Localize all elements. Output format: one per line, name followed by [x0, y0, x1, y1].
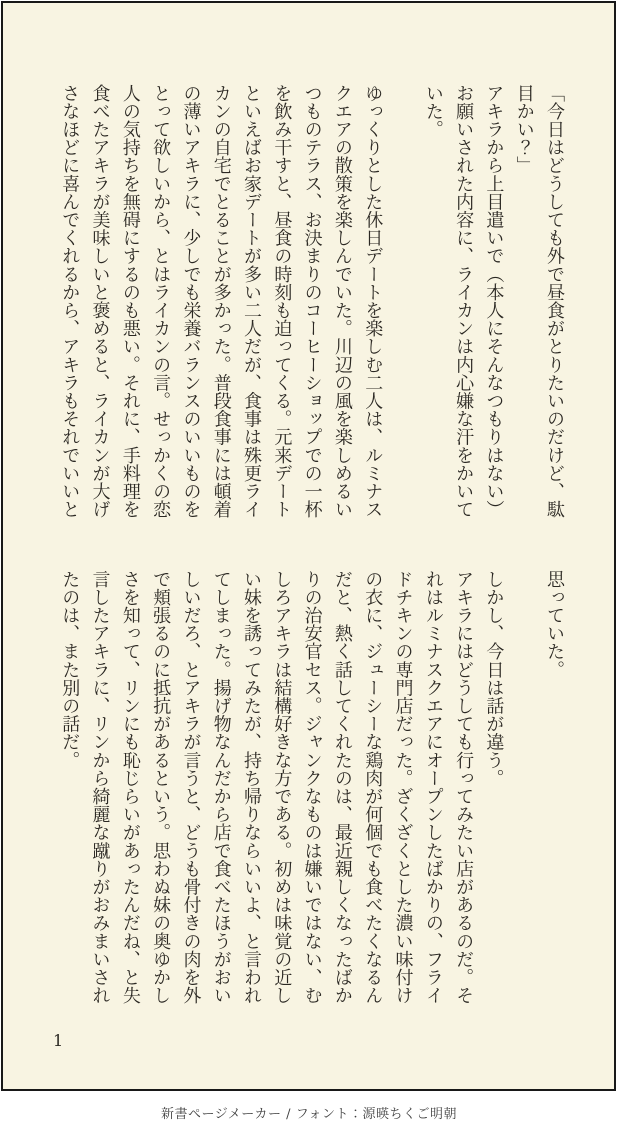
text-line — [508, 570, 538, 1008]
footer-credit-bar — [0, 1093, 618, 1132]
text-line: つものテラス、お決まりのコーヒーショップでの一杯 — [301, 84, 323, 519]
text-line: りの治安官セス。ジャンクなものは嫌いではない、む — [301, 570, 323, 1005]
text-line: 思っていた。 — [544, 570, 565, 679]
text-line: たのは、また別の話だ。 — [59, 570, 81, 770]
text-line: 「今日はどうしても外で昼食がとりたいのだけど、駄 — [544, 84, 565, 519]
text-line: てしまった。揚げ物なんだから店で食べたほうがおい — [210, 570, 232, 1005]
text-line: クエアの散策を楽しんでいた。川辺の風を楽しめるい — [331, 84, 353, 519]
text-line: の衣に、ジューシーな鶏肉が何個でも食べたくなるん — [362, 570, 384, 1005]
page-number: 1 — [53, 1031, 64, 1050]
text-tier-upper — [54, 84, 569, 522]
text-line: ゆっくりとした休日デートを楽しむ二人は、ルミナス — [362, 84, 384, 519]
text-line: アキラにはどうしても行ってみたい店があるのだ。そ — [453, 570, 475, 1005]
text-line: さなほどに喜んでくれるから、アキラもそれでいいと — [59, 84, 81, 519]
text-line: 食べたアキラが美味しいと褒めると、ライカンが大げ — [89, 84, 111, 519]
text-line: カンの自宅でとることが多かった。普段食事には頓着 — [210, 84, 232, 519]
text-line: で頬張るのに抵抗があるという。思わぬ妹の奥ゆかし — [150, 570, 172, 1005]
text-line: れはルミナスクエアにオープンしたばかりの、フライ — [422, 570, 444, 1005]
text-line: といえばお家デートが多い二人だが、食事は殊更ライ — [241, 84, 263, 519]
text-line: の薄いアキラに、少しでも栄養バランスのいいものを — [180, 84, 202, 519]
generator-credit: 新書ページメーカー / フォント：源暎ちくご明朝 — [160, 1107, 458, 1122]
text-line: とって欲しいから、とはライカンの言。せっかくの恋 — [150, 84, 172, 519]
text-line: しかし、今日は話が違う。 — [483, 570, 505, 788]
text-line — [387, 84, 417, 522]
text-line: しろアキラは結構好きな方である。初めは味覚の近し — [271, 570, 293, 1005]
text-line: さを知って、リンにも恥じらいがあったんだね、と失 — [119, 570, 141, 1005]
text-line: を飲み干すと、昼食の時刻も迫ってくる。元来デート — [271, 84, 293, 519]
text-line: 言したアキラに、リンから綺麗な蹴りがおみまいされ — [89, 570, 111, 1005]
text-line: 目かい？」 — [513, 84, 535, 175]
text-line: 人の気持ちを無碍にするのも悪い。それに、手料理を — [119, 84, 141, 519]
text-line: いた。 — [422, 84, 444, 139]
text-line: だと、熱く話してくれたのは、最近親しくなったばか — [331, 570, 353, 1005]
text-tier-lower — [54, 570, 569, 1008]
text-line: アキラから上目遣いで（本人にそんなつもりはない） — [483, 84, 505, 519]
text-line: い妹を誘ってみたが、持ち帰りならいいよ、と言われ — [241, 570, 263, 1005]
text-line: しいだろ、とアキラが言うと、どうも骨付きの肉を外 — [180, 570, 202, 1005]
text-line: ドチキンの専門店だった。ざくざくとした濃い味付け — [392, 570, 414, 1005]
text-line: お願いされた内容に、ライカンは内心嫌な汗をかいて — [453, 84, 475, 519]
novel-page — [1, 1, 616, 1091]
